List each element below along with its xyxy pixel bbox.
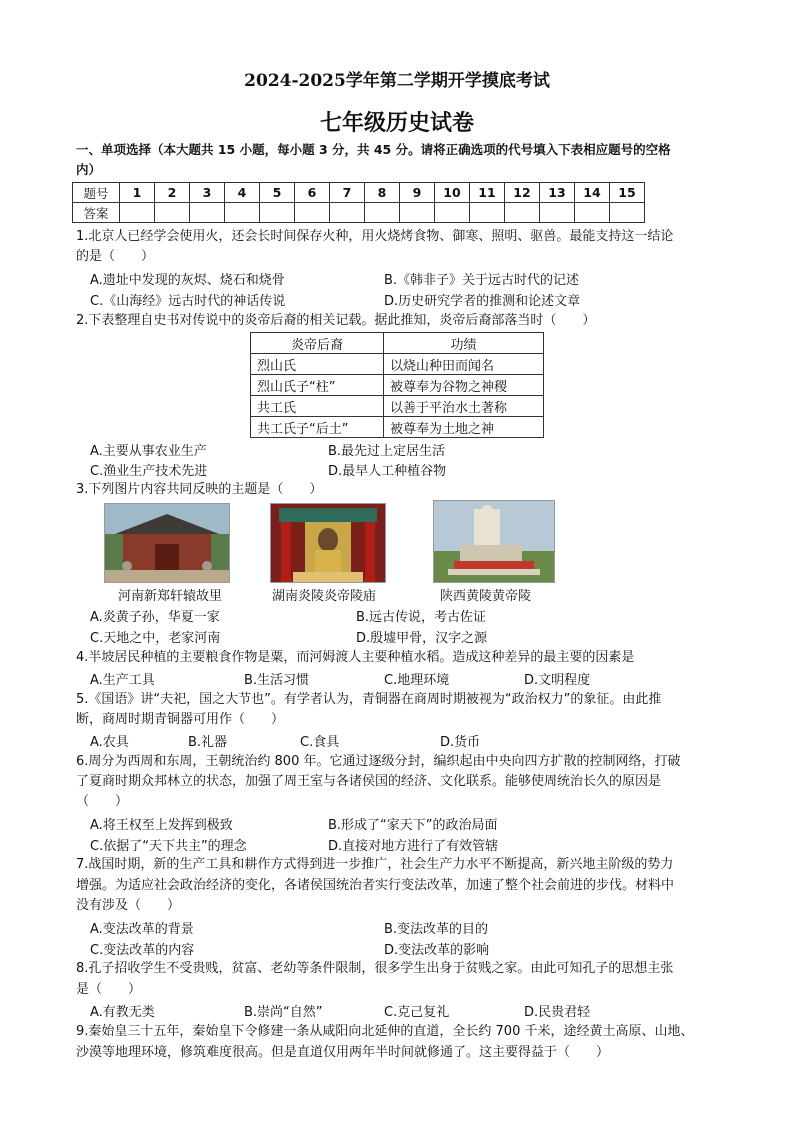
q3-stem: 3.下列图片内容共同反映的主题是（ ）	[76, 482, 323, 497]
q3-caption-1: 河南新郑轩辕故里	[118, 589, 223, 604]
photo-huangdi-mausoleum	[433, 500, 555, 583]
q7-option-c: C.变法改革的内容	[90, 943, 195, 958]
q8-option-d: D.民贵君轻	[524, 1005, 591, 1020]
q5-stem-line1: 5.《国语》讲“夫祀，国之大节也”。有学者认为，青铜器在商周时期被视为“政治权力”的象征。由此推	[76, 692, 662, 707]
q7-stem-line2: 增强。为适应社会政治经济的变化，各诸侯国统治者实行变法改革，加速了整个社会前进的步伐。材料中	[76, 878, 675, 893]
q9-stem-line2: 沙漠等地理环境，修筑难度很高。但是直道仅用两年半时间就修通了。这主要得益于（ ）	[76, 1045, 610, 1060]
q2-table-row	[251, 417, 544, 438]
answer-cell[interactable]	[470, 203, 505, 223]
answer-number: 6	[295, 183, 330, 203]
answer-number: 15	[610, 183, 645, 203]
answer-number: 9	[400, 183, 435, 203]
q6-option-c: C.依据了“天下共主”的理念	[90, 839, 247, 854]
q7-option-a: A.变法改革的背景	[90, 922, 194, 937]
answer-number: 5	[260, 183, 295, 203]
q1-option-d: D.历史研究学者的推测和论述文章	[384, 294, 581, 309]
answer-cell[interactable]	[575, 203, 610, 223]
q7-option-b: B.变法改革的目的	[384, 922, 489, 937]
q3-option-a: A.炎黄子孙，华夏一家	[90, 610, 220, 625]
q1-option-b: B.《韩非子》关于远古时代的记述	[384, 273, 580, 288]
answer-number: 14	[575, 183, 610, 203]
q4-option-b: B.生活习惯	[244, 673, 310, 688]
q6-stem-line2: 了夏商时期众邦林立的状态，加强了周王室与各诸侯国的经济、文化联系。能够使周统治长久的原因是	[76, 774, 662, 789]
q7-stem-line3: 没有涉及（ ）	[76, 898, 181, 913]
q2-table-cell: 共工氏	[251, 396, 384, 417]
q5-stem-line2: 断，商周时期青铜器可用作（ ）	[76, 712, 285, 727]
q5-option-a: A.农具	[90, 735, 129, 750]
answer-cell[interactable]	[540, 203, 575, 223]
q6-option-b: B.形成了“家天下”的政治局面	[328, 818, 498, 833]
q8-option-a: A.有教无类	[90, 1005, 155, 1020]
photo-yandi-mausoleum-temple	[270, 503, 386, 583]
answer-cell[interactable]	[330, 203, 365, 223]
q2-table	[250, 332, 544, 438]
answer-table-row2-label: 答案	[73, 203, 120, 223]
q6-stem-line3: （ ）	[76, 794, 129, 809]
answer-cell[interactable]	[400, 203, 435, 223]
exam-title: 2024-2025学年第二学期开学摸底考试	[244, 71, 550, 91]
answer-cell[interactable]	[260, 203, 295, 223]
q2-stem: 2.下表整理自史书对传说中的炎帝后裔的相关记载。据此推知，炎帝后裔部落当时（ ）	[76, 313, 596, 328]
q2-table-row	[251, 375, 544, 396]
q2-table-row	[251, 396, 544, 417]
answer-cell[interactable]	[610, 203, 645, 223]
answer-cell[interactable]	[435, 203, 470, 223]
q4-option-d: D.文明程度	[524, 673, 591, 688]
answer-number: 13	[540, 183, 575, 203]
q4-option-c: C.地理环境	[384, 673, 450, 688]
q2-table-header: 炎帝后裔	[251, 333, 384, 354]
answer-table-answer-row	[73, 203, 645, 223]
answer-number: 11	[470, 183, 505, 203]
q3-option-d: D.殷墟甲骨，汉字之源	[356, 631, 488, 646]
q2-table-header: 功绩	[384, 333, 544, 354]
section-heading-line2: 内）	[76, 162, 102, 177]
q4-stem: 4.半坡居民种植的主要粮食作物是粟，而河姆渡人主要种植水稻。造成这种差异的最主要的因素是	[76, 650, 635, 665]
answer-number: 4	[225, 183, 260, 203]
q2-option-a: A.主要从事农业生产	[90, 444, 207, 459]
q7-stem-line1: 7.战国时期，新的生产工具和耕作方式得到进一步推广，社会生产力水平不断提高，新兴地主阶级的势力	[76, 857, 674, 872]
answer-number: 3	[190, 183, 225, 203]
q5-option-d: D.货币	[440, 735, 481, 750]
section-heading-line1: 一、单项选择（本大题共 15 小题，每小题 3 分，共 45 分。请将正确选项的代号填入下表相应题号的空格	[76, 142, 671, 157]
q6-stem-line1: 6.周分为西周和东周，王朝统治约 800 年。它通过逐级分封，编织起由中央向四方扩散的控制网络，打破	[76, 754, 681, 769]
answer-cell[interactable]	[505, 203, 540, 223]
answer-number: 2	[155, 183, 190, 203]
q2-option-d: D.最早人工种植谷物	[328, 464, 447, 479]
answer-cell[interactable]	[120, 203, 155, 223]
answer-table-number-row	[73, 183, 645, 203]
answer-table-row1-label: 题号	[73, 183, 120, 203]
q3-option-c: C.天地之中，老家河南	[90, 631, 221, 646]
q7-option-d: D.变法改革的影响	[384, 943, 490, 958]
answer-cell[interactable]	[155, 203, 190, 223]
answer-cell[interactable]	[190, 203, 225, 223]
answer-number: 1	[120, 183, 155, 203]
answer-cell[interactable]	[225, 203, 260, 223]
q8-stem-line1: 8.孔子招收学生不受贵贱，贫富、老幼等条件限制，很多学生出身于贫贱之家。由此可知孔子的思想主张	[76, 961, 674, 976]
q2-table-cell: 烈山氏子“柱”	[251, 375, 384, 396]
q8-stem-line2: 是（ ）	[76, 982, 142, 997]
q6-option-d: D.直接对地方进行了有效管辖	[328, 839, 499, 854]
q4-option-a: A.生产工具	[90, 673, 155, 688]
answer-cell[interactable]	[365, 203, 400, 223]
q6-option-a: A.将王权至上发挥到极致	[90, 818, 233, 833]
q2-table-cell: 以烧山种田而闻名	[384, 354, 544, 375]
q1-stem-line1: 1.北京人已经学会使用火，还会长时间保存火种，用火烧烤食物、御寒、照明、驱兽。最能支持这一结论	[76, 229, 674, 244]
q3-caption-3: 陕西黄陵黄帝陵	[440, 589, 532, 604]
photo-xuanyuan-hometown	[104, 503, 230, 583]
q2-table-cell: 被尊奉为谷物之神稷	[384, 375, 544, 396]
q2-table-cell: 以善于平治水土著称	[384, 396, 544, 417]
q5-option-b: B.礼器	[188, 735, 228, 750]
q1-option-c: C.《山海经》远古时代的神话传说	[90, 294, 286, 309]
answer-table	[72, 182, 645, 223]
q5-option-c: C.食具	[300, 735, 340, 750]
q8-option-b: B.崇尚“自然”	[244, 1005, 323, 1020]
answer-cell[interactable]	[295, 203, 330, 223]
answer-number: 8	[365, 183, 400, 203]
q3-option-b: B.远古传说，考古佐证	[356, 610, 487, 625]
q1-option-a: A.遗址中发现的灰烬、烧石和烧骨	[90, 273, 285, 288]
answer-number: 12	[505, 183, 540, 203]
q2-table-cell: 被尊奉为土地之神	[384, 417, 544, 438]
q2-option-b: B.最先过上定居生活	[328, 444, 446, 459]
q3-caption-2: 湖南炎陵炎帝陵庙	[272, 589, 377, 604]
q2-table-row	[251, 354, 544, 375]
q2-table-cell: 烈山氏	[251, 354, 384, 375]
q9-stem-line1: 9.秦始皇三十五年，秦始皇下令修建一条从咸阳向北延伸的直道，全长约 700 千米，途经黄土高原、山地、	[76, 1024, 694, 1039]
answer-number: 7	[330, 183, 365, 203]
q1-stem-line2: 的是（ ）	[76, 249, 155, 264]
paper-title: 七年级历史试卷	[319, 110, 474, 136]
q2-option-c: C.渔业生产技术先进	[90, 464, 208, 479]
q2-table-cell: 共工氏子“后土”	[251, 417, 384, 438]
q8-option-c: C.克己复礼	[384, 1005, 450, 1020]
answer-number: 10	[435, 183, 470, 203]
